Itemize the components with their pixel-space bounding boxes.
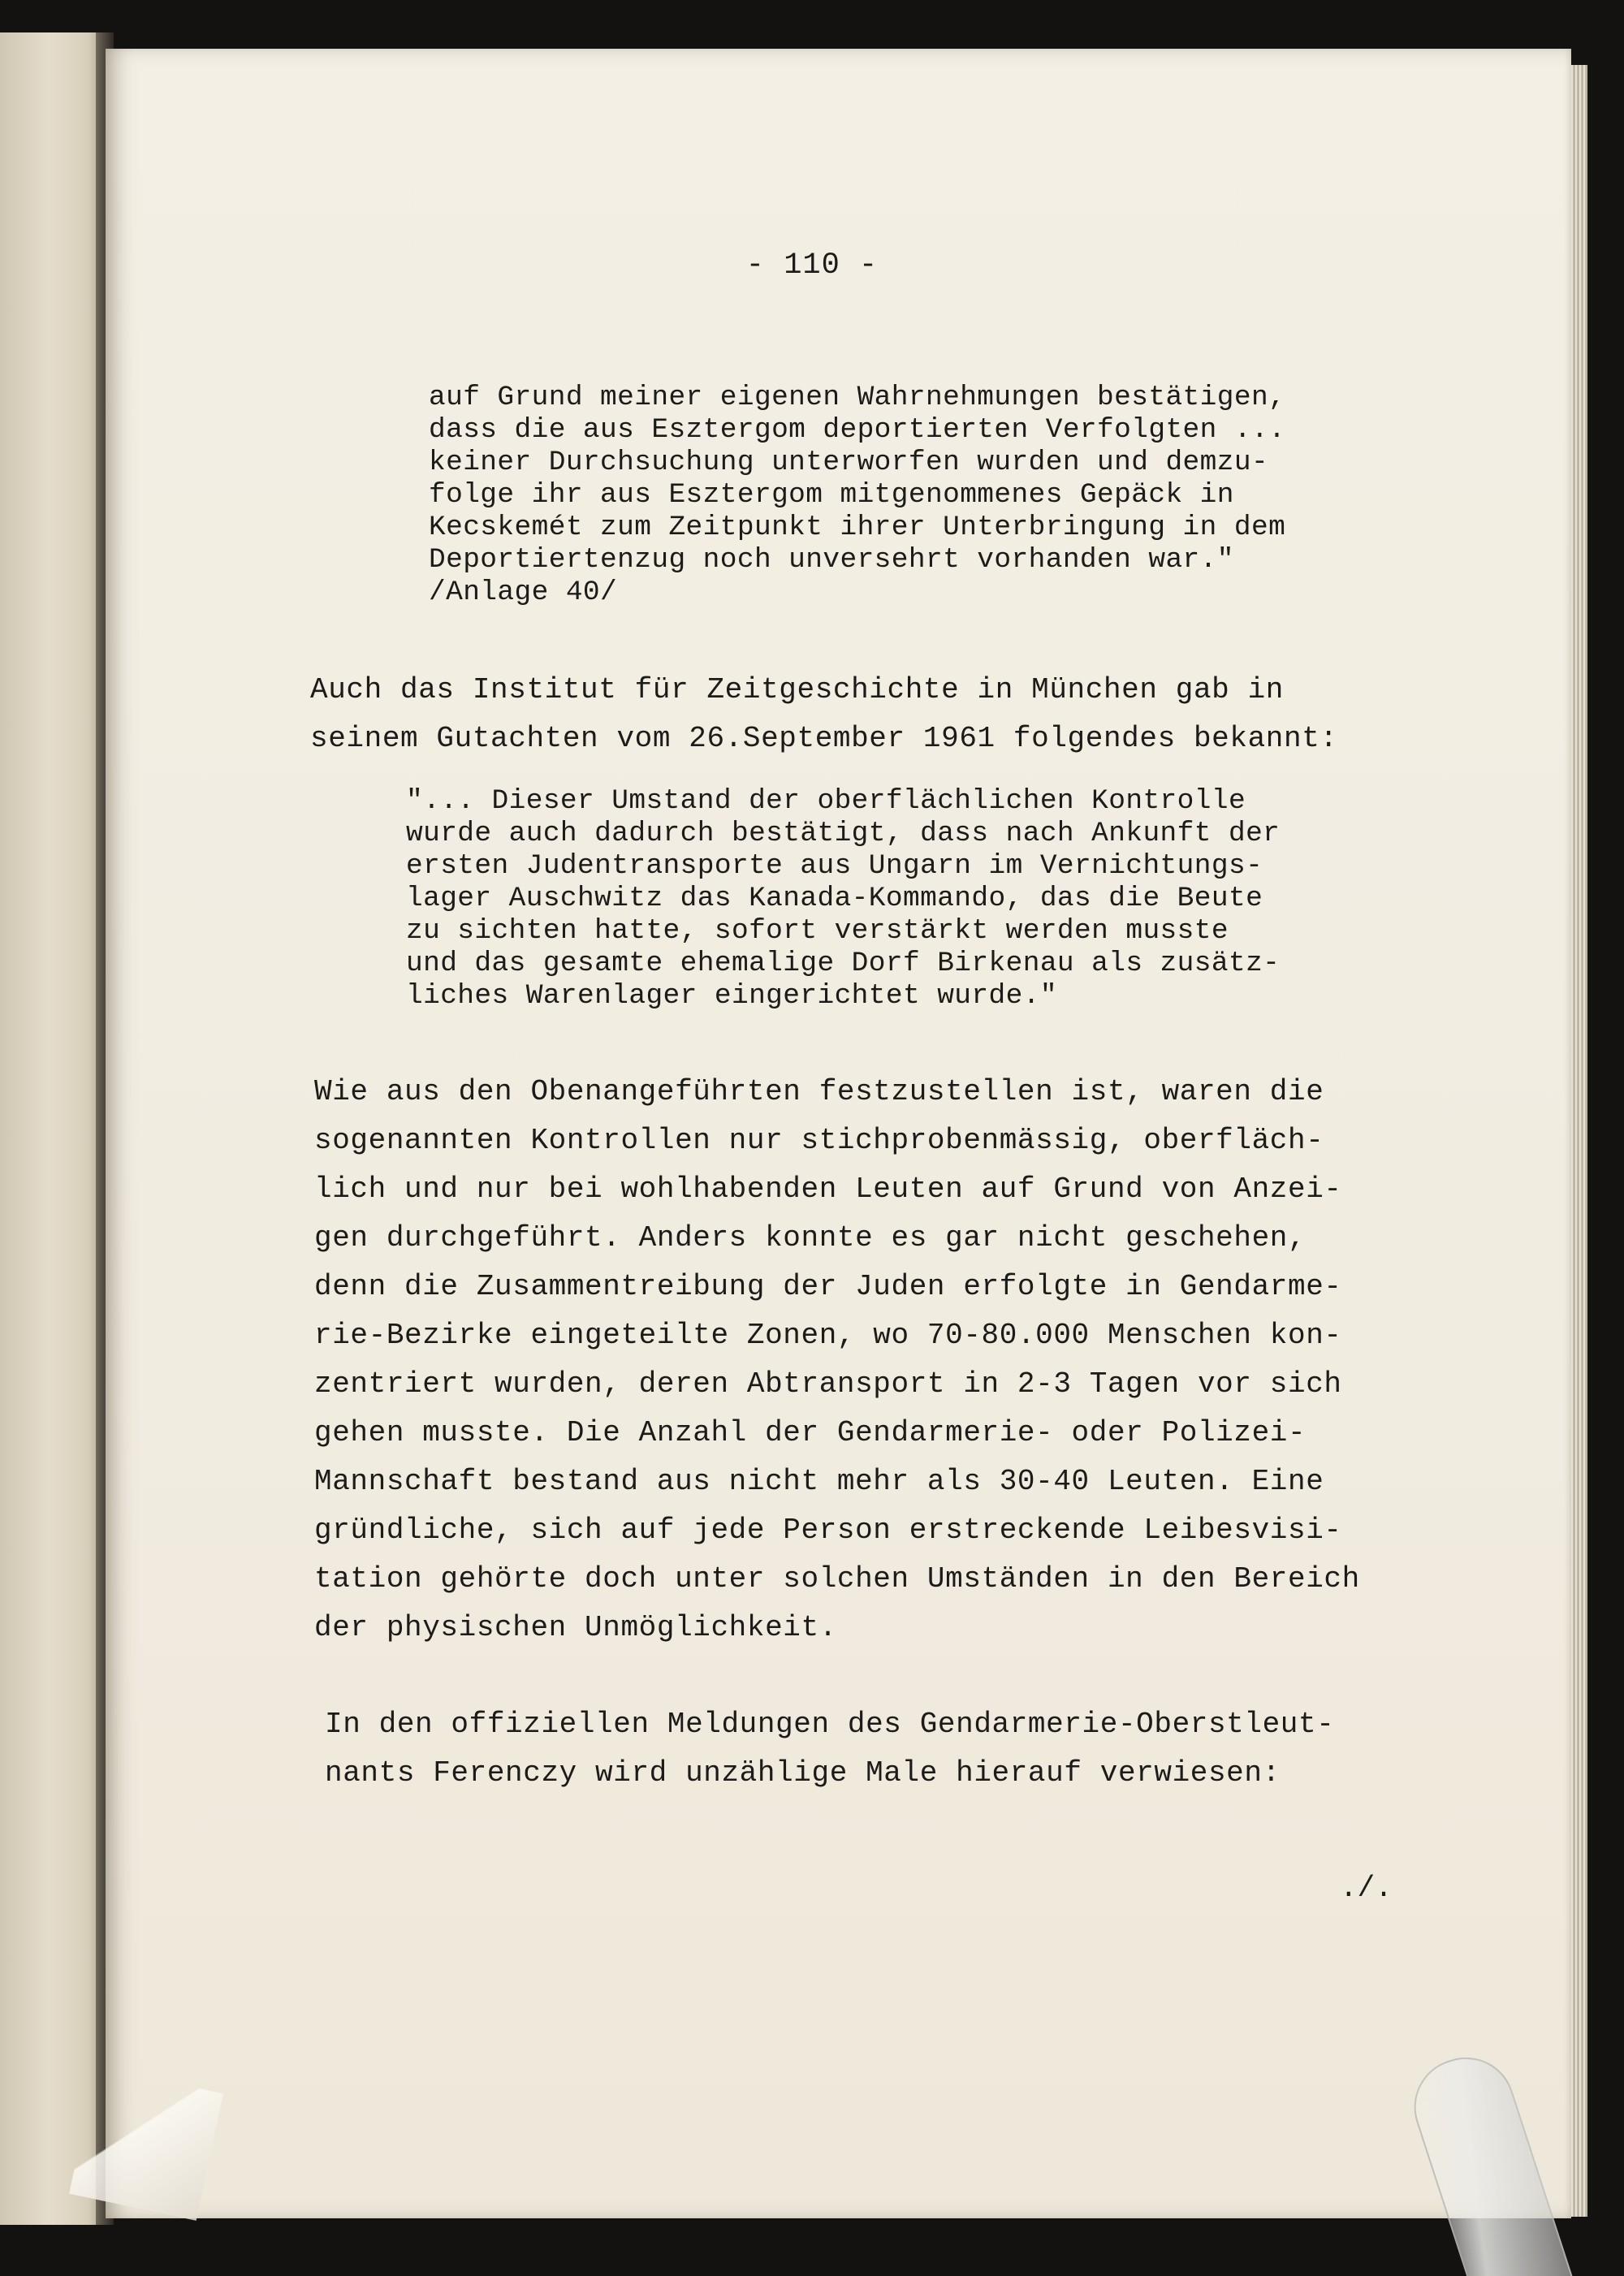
body-line: lich und nur bei wohlhabenden Leuten auf Grund von Anzei- [314,1173,1342,1206]
quote-line: dass die aus Esztergom deportierten Verfolgten ... [429,414,1286,446]
quote-line: /Anlage 40/ [429,577,618,608]
quote-line: Deportiertenzug noch unversehrt vorhanden war." [429,544,1234,576]
folded-corner [69,2067,223,2221]
intro-paragraph [310,666,1338,763]
body-line: seinem Gutachten vom 26.September 1961 folgendes bekannt: [310,722,1338,755]
body-line: gründliche, sich auf jede Person erstreckende Leibesvisi- [314,1514,1342,1547]
body-line: rie-Bezirke eingeteilte Zonen, wo 70-80.000 Menschen kon- [314,1319,1342,1352]
body-paragraph-1 [314,1068,1360,1652]
quote-line: ersten Judentransporte aus Ungarn im Vernichtungs- [406,850,1263,882]
body-line: gen durchgeführt. Anders konnte es gar nicht geschehen, [314,1221,1307,1255]
quote-line: und das gesamte ehemalige Dorf Birkenau als zusätz- [406,948,1281,979]
continuation-mark: ./. [1340,1872,1393,1905]
body-line: der physischen Unmöglichkeit. [314,1611,837,1644]
body-line: sogenannten Kontrollen nur stichprobenmässig, oberfläch- [314,1124,1324,1157]
quote-block-1 [429,382,1285,609]
previous-page-edge [0,32,110,2225]
body-line: denn die Zusammentreibung der Juden erfolgte in Gendarme- [314,1270,1342,1303]
body-paragraph-2 [325,1700,1334,1798]
quote-line: liches Warenlager eingerichtet wurde." [406,980,1057,1012]
body-line: gehen musste. Die Anzahl der Gendarmerie- oder Polizei- [314,1416,1307,1449]
quote-line: auf Grund meiner eigenen Wahrnehmungen bestätigen, [429,382,1286,413]
body-line: Wie aus den Obenangeführten festzustellen ist, waren die [314,1075,1324,1108]
quote-line: zu sichten hatte, sofort verstärkt werden musste [406,915,1229,947]
quote-line: keiner Durchsuchung unterworfen wurden und demzu- [429,447,1269,478]
quote-line: "... Dieser Umstand der oberflächlichen Kontrolle [406,785,1246,817]
body-line: In den offiziellen Meldungen des Gendarmerie-Oberstleut- [325,1708,1335,1741]
quote-line: folge ihr aus Esztergom mitgenommenes Gepäck in [429,479,1234,511]
body-line: nants Ferenczy wird unzählige Male hierauf verwiesen: [325,1756,1281,1790]
body-line: tation gehörte doch unter solchen Umständen in den Bereich [314,1562,1360,1596]
quote-line: lager Auschwitz das Kanada-Kommando, das die Beute [406,883,1263,914]
quote-line: wurde auch dadurch bestätigt, dass nach Ankunft der [406,818,1281,849]
body-line: Auch das Institut für Zeitgeschichte in München gab in [310,673,1284,706]
body-line: Mannschaft bestand aus nicht mehr als 30-40 Leuten. Eine [314,1465,1324,1498]
page-number: - 110 - [745,248,879,283]
quote-block-2 [406,785,1280,1013]
quote-line: Kecskemét zum Zeitpunkt ihrer Unterbringung in dem [429,512,1286,543]
body-line: zentriert wurden, deren Abtransport in 2-3 Tagen vor sich [314,1367,1342,1401]
